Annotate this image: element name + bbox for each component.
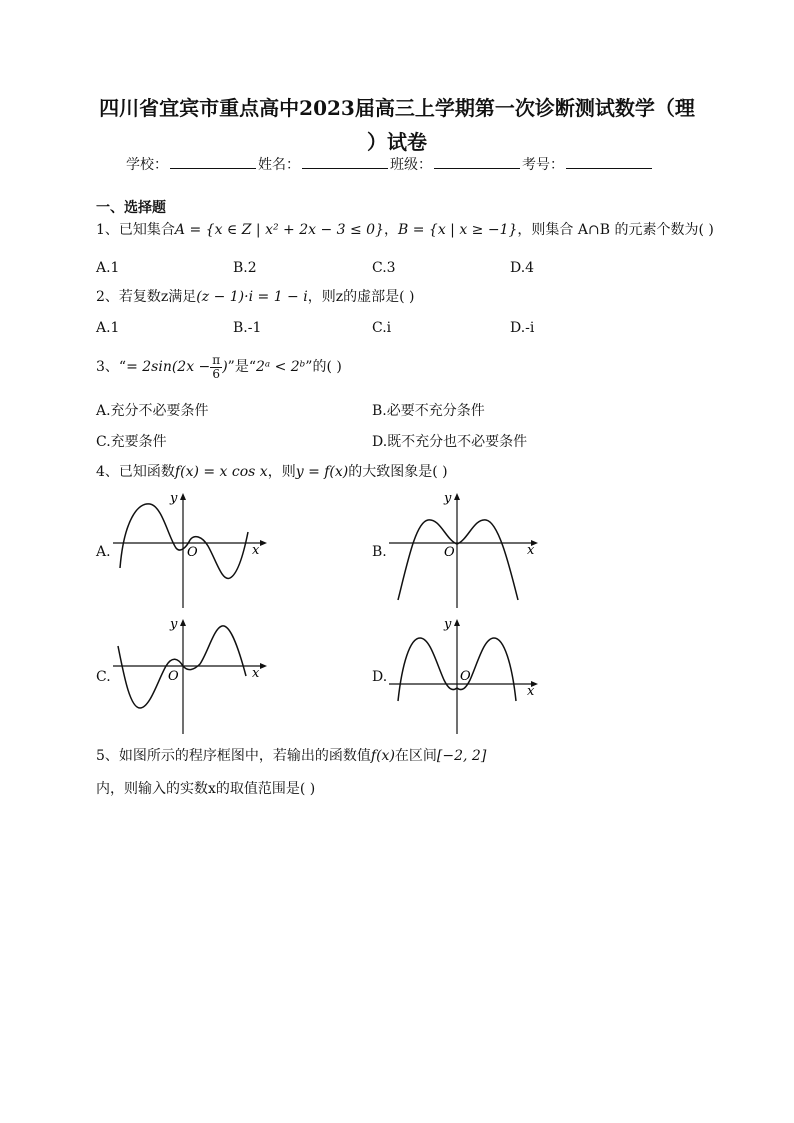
number-label: 考号：: [522, 157, 564, 173]
q4-b-origin-label: O: [444, 545, 455, 560]
class-blank[interactable]: [434, 154, 520, 169]
q3-expr2: 2ᵃ < 2ᵇ: [255, 359, 306, 375]
question-1: [96, 220, 714, 240]
q3-option-c[interactable]: C.充要条件: [96, 434, 167, 450]
question-4: [96, 462, 448, 482]
q5-expr: f(x): [370, 748, 395, 764]
q4-expr2: y = f(x): [295, 464, 349, 480]
q4-b-x-label: x: [527, 543, 535, 558]
page-title-continued: ）试卷: [367, 130, 427, 154]
q4-a-origin-label: O: [187, 545, 198, 560]
q4-d-x-label: x: [527, 684, 535, 699]
q4-d-y-label: y: [444, 617, 452, 632]
question-5: [96, 746, 486, 766]
name-blank[interactable]: [302, 154, 388, 169]
q3-suffix: ”的( ): [305, 359, 342, 375]
class-label: 班级：: [390, 157, 432, 173]
q4-c-x-label: x: [252, 666, 260, 681]
q4-a-x-label: x: [252, 543, 260, 558]
q2-option-a[interactable]: A.1: [96, 320, 120, 336]
q1-mid: ，: [384, 222, 398, 238]
q3-prefix: 3、“: [96, 359, 127, 375]
q4-graph-b[interactable]: [386, 490, 546, 610]
q4-c-y-label: y: [170, 617, 178, 632]
q1-option-d[interactable]: D.4: [510, 260, 535, 276]
q2-option-c[interactable]: C.i: [372, 320, 392, 336]
school-field: [126, 154, 258, 174]
q3-mid: ”是“: [227, 359, 256, 375]
page-title: 四川省宜宾市重点高中2023届高三上学期第一次诊断测试数学（理: [99, 96, 695, 120]
q3-option-d[interactable]: D.既不充分也不必要条件: [372, 434, 528, 450]
q3-fraction: [210, 354, 222, 381]
q3-expr-left: = 2sin(2x −: [126, 359, 211, 375]
q4-graph-d[interactable]: [386, 616, 546, 736]
name-field: [258, 154, 390, 174]
q3-frac-num: π: [212, 352, 221, 367]
q2-suffix: ，则z的虚部是( ): [307, 289, 415, 305]
q2-prefix: 2、若复数z满足: [96, 289, 197, 305]
q4-suffix: 的大致图象是( ): [348, 464, 448, 480]
q4-graph-c[interactable]: [110, 616, 270, 736]
name-label: 姓名：: [258, 157, 300, 173]
q4-graph-a[interactable]: [110, 490, 270, 610]
q3-option-a[interactable]: A.充分不必要条件: [96, 403, 209, 419]
question-5-line-2: 内，则输入的实数x的取值范围是( ): [96, 781, 316, 797]
q5-prefix: 5、如图所示的程序框图中，若输出的函数值: [96, 748, 371, 764]
question-3: [96, 352, 342, 382]
q5-mid: 在区间: [394, 748, 437, 764]
q3-option-b[interactable]: B.必要不充分条件: [372, 403, 485, 419]
school-label: 学校：: [126, 157, 168, 173]
q1-suffix: ，则集合 A∩B 的元素个数为( ): [517, 222, 714, 238]
q2-expr: (z − 1)·i = 1 − i: [196, 289, 308, 305]
q4-d-origin-label: O: [460, 669, 471, 684]
student-info-row: [126, 154, 654, 174]
q4-b-y-label: y: [444, 491, 452, 506]
q1-option-a[interactable]: A.1: [96, 260, 120, 276]
q1-set-a: A = {x ∈ Z | x² + 2x − 3 ≤ 0}: [174, 222, 384, 238]
question-2: [96, 287, 414, 307]
section-heading: 一、选择题: [96, 200, 166, 216]
q2-option-b[interactable]: B.-1: [233, 320, 262, 336]
number-blank[interactable]: [566, 154, 652, 169]
school-blank[interactable]: [170, 154, 256, 169]
q3-expr-right: ): [222, 359, 228, 375]
q1-prefix: 1、已知集合: [96, 222, 175, 238]
class-field: [390, 154, 522, 174]
q4-option-a-label[interactable]: A.: [96, 544, 111, 560]
q4-expr: f(x) = x cos x: [174, 464, 268, 480]
q2-option-d[interactable]: D.-i: [510, 320, 535, 336]
q4-option-c-label[interactable]: C.: [96, 669, 111, 685]
q4-option-d-label[interactable]: D.: [372, 669, 388, 685]
q3-frac-den: 6: [212, 366, 221, 381]
q4-c-origin-label: O: [168, 669, 179, 684]
q4-a-y-label: y: [170, 491, 178, 506]
q1-set-b: B = {x | x ≥ −1}: [398, 222, 518, 238]
q4-mid: ，则: [267, 464, 296, 480]
q1-option-b[interactable]: B.2: [233, 260, 257, 276]
q1-option-c[interactable]: C.3: [372, 260, 396, 276]
q4-option-b-label[interactable]: B.: [372, 544, 387, 560]
q4-prefix: 4、已知函数: [96, 464, 175, 480]
q5-interval: [−2, 2]: [436, 748, 487, 764]
number-field: [522, 154, 654, 174]
